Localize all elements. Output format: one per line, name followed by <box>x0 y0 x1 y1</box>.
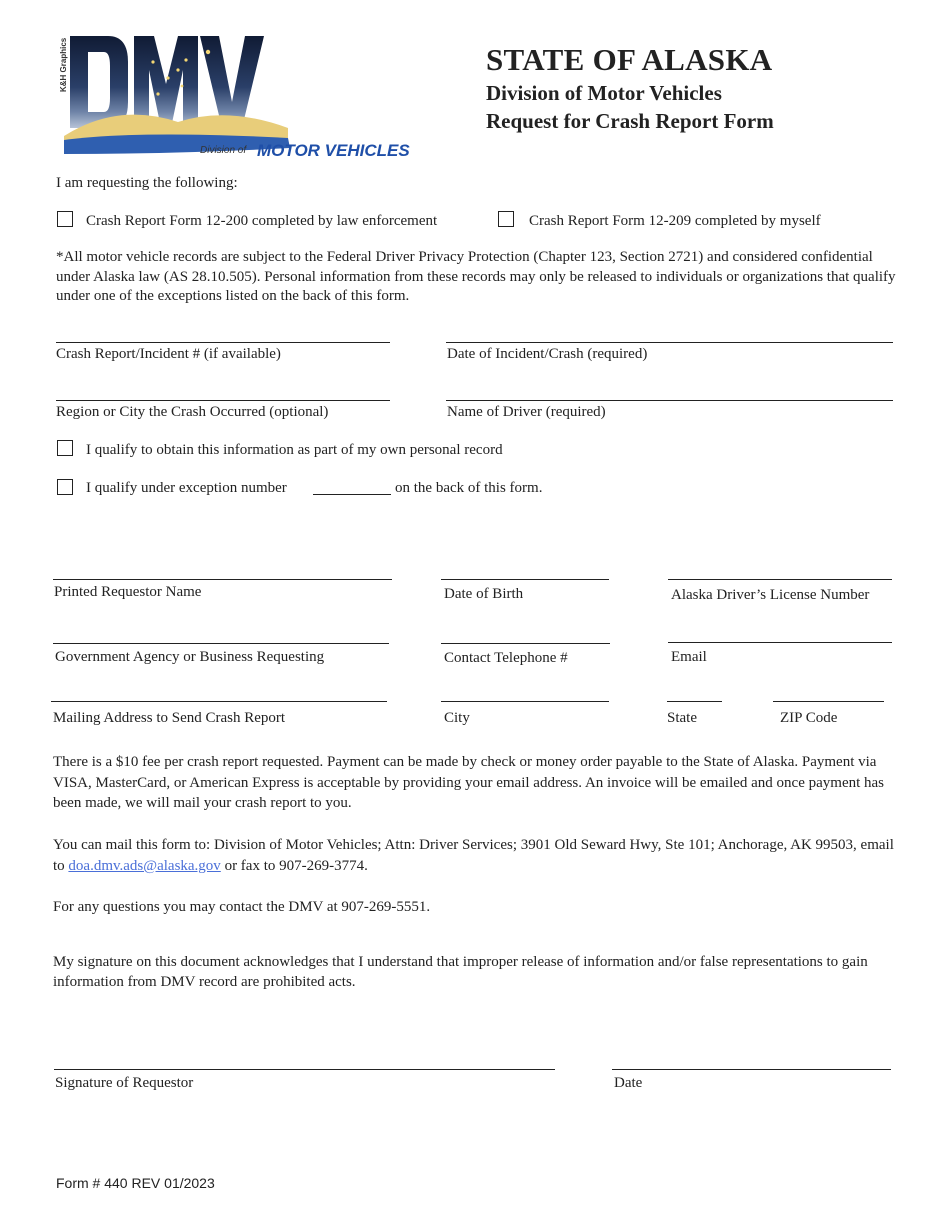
telephone-label: Contact Telephone # <box>444 650 568 666</box>
region-label: Region or City the Crash Occurred (optional) <box>56 404 329 420</box>
agency-label: Government Agency or Business Requesting <box>55 649 325 665</box>
email-label: Email <box>671 649 707 665</box>
mailing-address-label: Mailing Address to Send Crash Report <box>53 710 286 726</box>
mailing-address-field[interactable] <box>51 701 387 702</box>
option-12-209-label: Crash Report Form 12-209 completed by myself <box>529 213 821 229</box>
privacy-notice: *All motor vehicle records are subject to the Federal Driver Privacy Protection (Chapter 123, Section 2721) and considered confidential under Alaska law (AS 28.10.505). Personal information from these records may only be released to individuals or organizations that qualify under one of the exceptions listed on the back of this form. <box>56 249 896 304</box>
logo-side-text: K&H Graphics <box>59 37 68 92</box>
option-12-200-label: Crash Report Form 12-200 completed by law enforcement <box>86 213 438 229</box>
agency-field[interactable] <box>53 643 389 644</box>
driver-name-field[interactable] <box>446 400 893 401</box>
telephone-field[interactable] <box>441 643 610 644</box>
incident-date-label: Date of Incident/Crash (required) <box>447 346 648 362</box>
email-field[interactable] <box>668 642 892 643</box>
exception-number-field[interactable] <box>313 494 391 495</box>
printed-name-label: Printed Requestor Name <box>54 584 202 600</box>
incident-date-field[interactable] <box>446 342 893 343</box>
region-field[interactable] <box>56 400 390 401</box>
division-title: Division of Motor Vehicles <box>486 81 722 105</box>
checkbox-personal-record[interactable] <box>57 440 73 456</box>
zip-field[interactable] <box>773 701 884 702</box>
fee-paragraph: There is a $10 fee per crash report requested. Payment can be made by check or money order payable to the State of Alaska. Payment via VISA, MasterCard, or American Express is acceptable by providing your email address. An invoice will be emailed and once payment has been made, we will mail your crash report to you. <box>53 754 885 811</box>
dob-field[interactable] <box>441 579 609 580</box>
dmv-logo <box>58 32 416 160</box>
form-title: Request for Crash Report Form <box>486 109 774 133</box>
personal-record-label: I qualify to obtain this information as part of my own personal record <box>86 442 503 458</box>
dob-label: Date of Birth <box>444 586 524 602</box>
report-number-field[interactable] <box>56 342 390 343</box>
signature-date-label: Date <box>614 1075 643 1091</box>
checkbox-exception[interactable] <box>57 479 73 495</box>
request-intro: I am requesting the following: <box>56 175 238 191</box>
exception-prefix-label: I qualify under exception number <box>86 480 287 496</box>
license-label: Alaska Driver’s License Number <box>671 587 870 603</box>
city-field[interactable] <box>441 701 609 702</box>
signature-field[interactable] <box>54 1069 555 1070</box>
printed-name-field[interactable] <box>53 579 392 580</box>
logo-division-name: MOTOR VEHICLES <box>257 141 410 160</box>
driver-name-label: Name of Driver (required) <box>447 404 606 420</box>
signature-label: Signature of Requestor <box>55 1075 194 1091</box>
acknowledgement-text: My signature on this document acknowledges that I understand that improper release of information and/or false representations to gain information from DMV record are prohibited acts. <box>53 954 868 990</box>
mail-text-before: You can mail this form to: Division of Motor Vehicles; Attn: Driver Services; 3901 Old Seward Hwy, Ste 101; Anchorage, AK 99503, email to <box>53 837 894 874</box>
exception-suffix-label: on the back of this form. <box>395 480 543 496</box>
dmv-email-link[interactable]: doa.dmv.ads@alaska.gov <box>68 857 221 874</box>
dmv-logo-graphic <box>58 32 416 160</box>
state-label: State <box>667 710 697 726</box>
checkbox-crash-report-12-209[interactable] <box>498 211 514 227</box>
mail-text-after: or fax to 907-269-3774. <box>220 857 368 874</box>
report-number-label: Crash Report/Incident # (if available) <box>56 346 281 362</box>
logo-division-prefix: Division of <box>200 145 247 156</box>
zip-label: ZIP Code <box>780 710 838 726</box>
license-field[interactable] <box>668 579 892 580</box>
questions-text: For any questions you may contact the DMV at 907-269-5551. <box>53 899 431 915</box>
state-field[interactable] <box>667 701 722 702</box>
checkbox-crash-report-12-200[interactable] <box>57 211 73 227</box>
mail-paragraph <box>53 835 898 876</box>
state-title: STATE OF ALASKA <box>486 42 773 77</box>
signature-date-field[interactable] <box>612 1069 891 1070</box>
form-number: Form # 440 REV 01/2023 <box>56 1175 215 1191</box>
city-label: City <box>444 710 470 726</box>
